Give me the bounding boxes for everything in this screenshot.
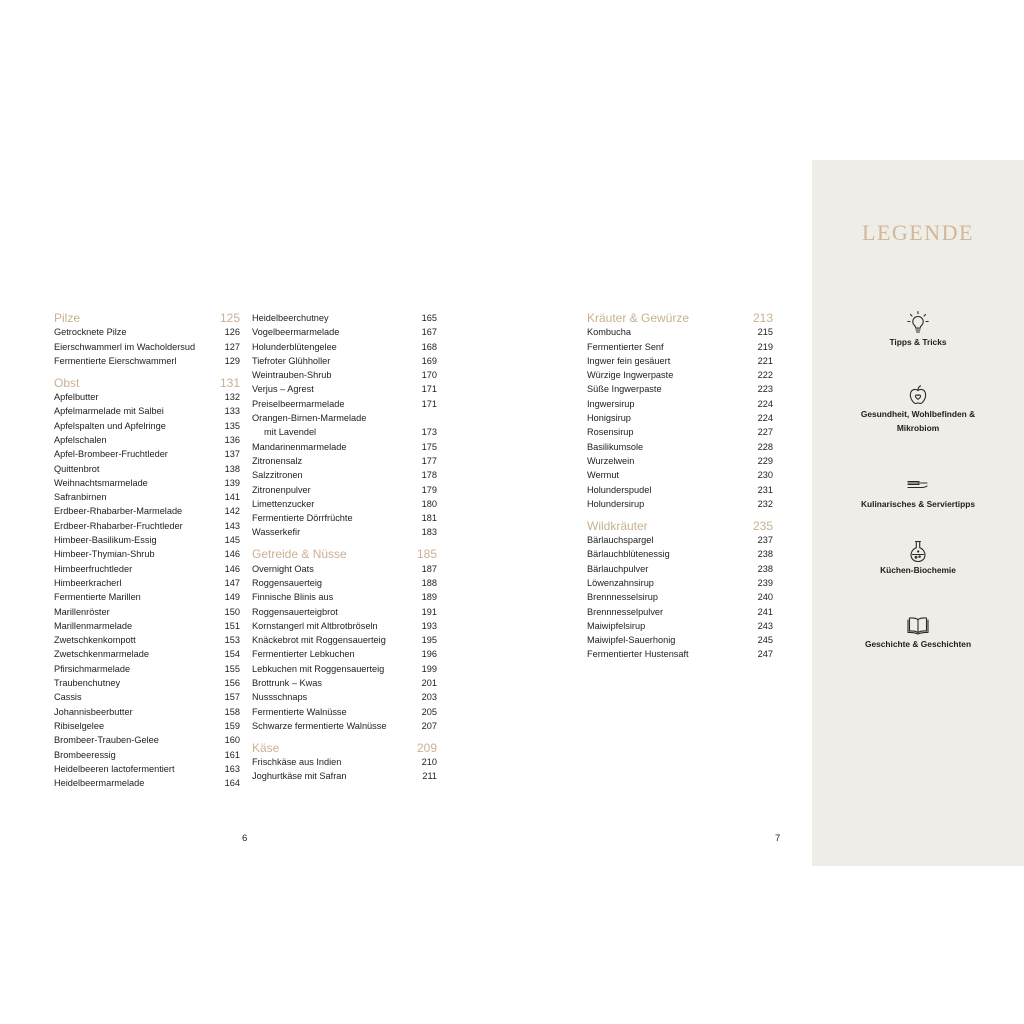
toc-entry-page: 229 bbox=[757, 455, 773, 466]
toc-entry bbox=[54, 633, 240, 647]
toc-entry-page: 125 bbox=[219, 311, 240, 325]
toc-entry-label: Wildkräuter bbox=[587, 518, 648, 533]
toc-entry bbox=[252, 769, 437, 783]
toc-entry bbox=[54, 519, 240, 533]
toc-entry-label: Bärlauchpulver bbox=[587, 563, 649, 574]
toc-entry-page: 195 bbox=[421, 635, 437, 646]
toc-entry-page: 180 bbox=[421, 498, 437, 509]
toc-entry bbox=[252, 440, 437, 454]
toc-entry bbox=[54, 590, 240, 604]
toc-entry-label: Overnight Oats bbox=[252, 563, 314, 574]
toc-entry bbox=[587, 497, 773, 511]
toc-entry bbox=[54, 390, 240, 404]
legend-label-biochem: Küchen-Biochemie bbox=[880, 565, 956, 575]
toc-entry bbox=[54, 576, 240, 590]
toc-entry-label: Brennnesselpulver bbox=[587, 606, 664, 617]
toc-entry-page: 135 bbox=[224, 420, 240, 431]
toc-entry-label: Marillenmarmelade bbox=[54, 620, 133, 631]
toc-entry-label: Zwetschkenkompott bbox=[54, 635, 136, 646]
toc-entry-page: 146 bbox=[224, 563, 240, 574]
toc-entry-label: Roggensauerteigbrot bbox=[252, 606, 338, 617]
toc-entry bbox=[587, 547, 773, 561]
toc-entry bbox=[54, 690, 240, 704]
toc-section-heading bbox=[54, 376, 240, 390]
toc-entry-page: 160 bbox=[224, 735, 240, 746]
toc-entry-label: mit Lavendel bbox=[264, 427, 317, 438]
legend-label-culinary: Kulinarisches & Serviertipps bbox=[860, 499, 976, 509]
toc-entry bbox=[54, 619, 240, 633]
toc-entry-label: Preiselbeermarmelade bbox=[252, 398, 345, 409]
toc-entry bbox=[587, 533, 773, 547]
toc-entry-label: Nussschnaps bbox=[252, 692, 308, 703]
toc-entry-page: 224 bbox=[757, 413, 773, 424]
toc-entry-label: Roggensauerteig bbox=[252, 577, 322, 588]
toc-entry-page: 131 bbox=[219, 375, 240, 390]
toc-entry-label: Wermut bbox=[587, 470, 619, 481]
toc-entry-label: Kornstangerl mit Altbrotbröseln bbox=[252, 620, 378, 631]
toc-entry bbox=[252, 605, 437, 619]
toc-entry bbox=[54, 404, 240, 418]
toc-entry-page: 139 bbox=[224, 477, 240, 488]
legend-panel bbox=[812, 160, 1024, 866]
toc-entry-label: Holunderspudel bbox=[587, 484, 652, 495]
toc-entry-page: 145 bbox=[224, 535, 240, 546]
toc-entry-label: Cassis bbox=[54, 692, 82, 703]
toc-entry-page: 228 bbox=[757, 441, 773, 452]
toc-entry bbox=[252, 633, 437, 647]
toc-entry-label: Wasserkefir bbox=[252, 527, 301, 538]
toc-entry-label: Apfelmarmelade mit Salbei bbox=[54, 406, 164, 417]
toc-entry-page: 227 bbox=[757, 427, 773, 438]
toc-entry-page: 132 bbox=[224, 392, 240, 403]
toc-entry bbox=[54, 662, 240, 676]
toc-entry bbox=[54, 733, 240, 747]
toc-entry-page: 137 bbox=[224, 449, 240, 460]
toc-entry-label: Pfirsichmarmelade bbox=[54, 663, 131, 674]
flask-icon bbox=[812, 538, 1024, 564]
toc-entry-label: Joghurtkäse mit Safran bbox=[252, 771, 347, 782]
toc-entry-label: Finnische Blinis aus bbox=[252, 592, 334, 603]
toc-entry bbox=[252, 647, 437, 661]
toc-entry bbox=[252, 483, 437, 497]
toc-entry-label: Heidelbeermarmelade bbox=[54, 778, 145, 789]
toc-entry-page: 213 bbox=[752, 311, 773, 325]
toc-entry-page: 156 bbox=[224, 678, 240, 689]
toc-entry-page: 188 bbox=[421, 577, 437, 588]
toc-entry-label: Vogelbeermarmelade bbox=[252, 327, 340, 338]
toc-entry-page: 141 bbox=[224, 492, 240, 503]
toc-entry-page: 163 bbox=[224, 763, 240, 774]
toc-entry bbox=[252, 411, 437, 425]
toc-entry bbox=[587, 425, 773, 439]
toc-entry-label: Heidelbeerchutney bbox=[252, 313, 329, 323]
toc-entry bbox=[252, 719, 437, 733]
legend-label-health-2: Mikrobiom bbox=[896, 422, 940, 433]
toc-entry bbox=[587, 576, 773, 590]
toc-entry bbox=[587, 619, 773, 633]
toc-entry-label: Fermentierter Senf bbox=[587, 341, 664, 352]
toc-entry-page: 215 bbox=[757, 327, 773, 338]
toc-entry-label: Salzzitronen bbox=[252, 470, 303, 481]
toc-entry-page: 133 bbox=[224, 406, 240, 417]
toc-entry bbox=[252, 619, 437, 633]
toc-gap bbox=[252, 540, 437, 548]
toc-entry-label: Mandarinenmarmelade bbox=[252, 441, 347, 452]
toc-entry-label: Marillenröster bbox=[54, 606, 110, 617]
toc-entry bbox=[587, 468, 773, 482]
toc-entry bbox=[252, 497, 437, 511]
toc-entry-page: 142 bbox=[224, 506, 240, 517]
legend-item-health bbox=[812, 382, 1024, 435]
toc-entry bbox=[587, 368, 773, 382]
toc-gap bbox=[54, 368, 240, 376]
toc-entry bbox=[587, 354, 773, 368]
toc-entry-page: 203 bbox=[421, 692, 437, 703]
toc-entry-page: 193 bbox=[421, 620, 437, 631]
legend-label-tips: Tipps & Tricks bbox=[889, 337, 947, 347]
toc-entry-label: Zwetschkenmarmelade bbox=[54, 649, 149, 660]
toc-entry-page: 147 bbox=[224, 577, 240, 588]
toc-column-2 bbox=[252, 311, 437, 784]
toc-entry-page: 143 bbox=[224, 520, 240, 531]
toc-entry-page: 181 bbox=[421, 513, 437, 524]
toc-entry bbox=[252, 590, 437, 604]
toc-entry-label: Limettenzucker bbox=[252, 498, 315, 509]
toc-entry-page: 205 bbox=[421, 706, 437, 717]
toc-entry-page: 179 bbox=[421, 484, 437, 495]
toc-entry-label: Verjus – Agrest bbox=[252, 384, 314, 395]
toc-entry bbox=[54, 562, 240, 576]
toc-section-heading bbox=[252, 741, 437, 755]
toc-entry-label: Fermentierte Walnüsse bbox=[252, 706, 347, 717]
toc-entry-page: 158 bbox=[224, 706, 240, 717]
toc-entry bbox=[54, 476, 240, 490]
legend-title: LEGENDE bbox=[862, 220, 974, 245]
toc-entry-label: Heidelbeeren lactofermentiert bbox=[54, 763, 175, 774]
toc-entry-label: Frischkäse aus Indien bbox=[252, 757, 342, 768]
toc-entry bbox=[252, 311, 437, 325]
toc-entry-label: Bärlauchblütenessig bbox=[587, 549, 670, 560]
lightbulb-icon bbox=[812, 310, 1024, 336]
toc-entry-page: 171 bbox=[421, 398, 437, 409]
toc-entry-page: 171 bbox=[421, 384, 437, 395]
toc-entry bbox=[54, 705, 240, 719]
toc-entry-page: 210 bbox=[421, 757, 437, 768]
toc-entry-label: Johannisbeerbutter bbox=[54, 706, 133, 717]
toc-entry bbox=[252, 382, 437, 396]
toc-entry-page: 199 bbox=[421, 663, 437, 674]
toc-entry-page: 168 bbox=[421, 341, 437, 352]
toc-entry-page: 209 bbox=[416, 740, 437, 755]
toc-entry-page: 154 bbox=[224, 649, 240, 660]
toc-entry-page: 235 bbox=[752, 518, 773, 533]
toc-section-heading bbox=[54, 311, 240, 325]
toc-entry-label: Ribiselgelee bbox=[54, 720, 105, 731]
toc-entry-label: Knäckebrot mit Roggensauerteig bbox=[252, 635, 386, 646]
toc-entry-label: Weintrauben-Shrub bbox=[252, 370, 332, 381]
toc-entry-label: Erdbeer-Rhabarber-Fruchtleder bbox=[54, 520, 183, 531]
toc-entry-page: 155 bbox=[224, 663, 240, 674]
toc-entry bbox=[252, 511, 437, 525]
toc-entry bbox=[587, 340, 773, 354]
toc-entry bbox=[587, 590, 773, 604]
toc-entry-label: Apfelbutter bbox=[54, 392, 99, 403]
toc-entry-label: Holundersirup bbox=[587, 498, 645, 509]
toc-entry-label: Käse bbox=[252, 740, 280, 755]
toc-entry bbox=[587, 647, 773, 661]
toc-entry-label: Schwarze fermentierte Walnüsse bbox=[252, 720, 387, 731]
toc-entry-page: 185 bbox=[416, 547, 437, 562]
toc-entry bbox=[587, 382, 773, 396]
toc-entry bbox=[252, 576, 437, 590]
page-number-left: 6 bbox=[242, 833, 248, 844]
toc-entry-label: Orangen-Birnen-Marmelade bbox=[252, 413, 367, 424]
toc-entry-page: 224 bbox=[757, 398, 773, 409]
toc-gap bbox=[252, 733, 437, 741]
toc-entry bbox=[587, 605, 773, 619]
toc-entry bbox=[54, 776, 240, 790]
toc-entry-page: 232 bbox=[757, 498, 773, 509]
toc-entry-label: Apfel-Brombeer-Fruchtleder bbox=[54, 449, 168, 460]
toc-entry-page: 207 bbox=[421, 720, 437, 731]
toc-entry-page: 169 bbox=[421, 355, 437, 366]
toc-entry-page: 189 bbox=[421, 592, 437, 603]
toc-entry-page: 201 bbox=[421, 678, 437, 689]
toc-entry-label: Kombucha bbox=[587, 327, 631, 338]
toc-entry-page: 187 bbox=[421, 563, 437, 574]
toc-column-3 bbox=[587, 311, 773, 662]
legend-label-health-1: Gesundheit, Wohlbefinden & bbox=[860, 409, 976, 419]
toc-entry-page: 223 bbox=[757, 384, 773, 395]
toc-entry-label: Rosensirup bbox=[587, 427, 634, 438]
toc-entry-page: 136 bbox=[224, 434, 240, 445]
toc-entry-page: 153 bbox=[224, 635, 240, 646]
toc-entry bbox=[587, 397, 773, 411]
toc-entry bbox=[587, 440, 773, 454]
toc-entry-label: Holunderblütengelee bbox=[252, 341, 337, 352]
toc-section-heading bbox=[252, 547, 437, 561]
toc-entry-page: 221 bbox=[757, 355, 773, 366]
toc-gap bbox=[587, 511, 773, 519]
toc-entry-label: Ingwersirup bbox=[587, 398, 635, 409]
toc-entry-page: 173 bbox=[421, 427, 437, 438]
toc-entry-label: Fermentierter Hustensaft bbox=[587, 649, 689, 660]
toc-entry bbox=[54, 325, 240, 339]
toc-entry-page: 178 bbox=[421, 470, 437, 481]
toc-section-heading bbox=[587, 311, 773, 325]
toc-entry-page: 165 bbox=[421, 313, 437, 323]
toc-entry-page: 219 bbox=[757, 341, 773, 352]
toc-entry-label: Fermentierte Eierschwammerl bbox=[54, 355, 177, 366]
toc-entry-page: 238 bbox=[757, 563, 773, 574]
toc-entry-label: Brennnesselsirup bbox=[587, 592, 658, 603]
toc-entry-label: Tiefroter Glühholler bbox=[252, 355, 331, 366]
toc-entry-label: Zitronenpulver bbox=[252, 484, 311, 495]
toc-entry bbox=[252, 354, 437, 368]
toc-entry-page: 247 bbox=[757, 649, 773, 660]
toc-entry bbox=[54, 533, 240, 547]
toc-entry-page: 222 bbox=[757, 370, 773, 381]
toc-entry-label: Löwenzahnsirup bbox=[587, 577, 654, 588]
toc-entry bbox=[54, 547, 240, 561]
toc-entry bbox=[54, 340, 240, 354]
toc-entry-label: Lebkuchen mit Roggensauerteig bbox=[252, 663, 385, 674]
legend-item-culinary bbox=[812, 472, 1024, 512]
toc-entry bbox=[252, 468, 437, 482]
toc-entry-page: 196 bbox=[421, 649, 437, 660]
toc-entry-label: Apfelschalen bbox=[54, 434, 107, 445]
toc-entry bbox=[587, 325, 773, 339]
toc-entry-label: Himbeer-Basilikum-Essig bbox=[54, 535, 157, 546]
legend-label-history: Geschichte & Geschichten bbox=[864, 639, 972, 649]
toc-entry-label: Ingwer fein gesäuert bbox=[587, 355, 671, 366]
toc-entry-label: Zitronensalz bbox=[252, 455, 303, 466]
toc-entry bbox=[252, 755, 437, 769]
toc-section-heading bbox=[587, 519, 773, 533]
toc-entry bbox=[252, 397, 437, 411]
toc-entry-label: Apfelspalten und Apfelringe bbox=[54, 420, 166, 431]
page-number-right: 7 bbox=[775, 833, 781, 844]
toc-entry-page: 211 bbox=[422, 771, 437, 782]
toc-entry-page: 129 bbox=[224, 355, 240, 366]
toc-entry-label: Würzige Ingwerpaste bbox=[587, 370, 674, 381]
toc-entry bbox=[54, 719, 240, 733]
toc-entry-page: 170 bbox=[421, 370, 437, 381]
toc-entry-page: 177 bbox=[421, 455, 437, 466]
toc-entry-label: Getreide & Nüsse bbox=[252, 547, 347, 562]
toc-entry-label: Himbeerfruchtleder bbox=[54, 563, 133, 574]
toc-entry bbox=[252, 690, 437, 704]
toc-entry bbox=[587, 562, 773, 576]
toc-entry-label: Himbeer-Thymian-Shrub bbox=[54, 549, 155, 560]
toc-entry-page: 240 bbox=[757, 592, 773, 603]
legend-item-biochem bbox=[812, 538, 1024, 578]
toc-entry-page: 238 bbox=[757, 549, 773, 560]
toc-entry-page: 164 bbox=[224, 778, 240, 789]
toc-entry-page: 231 bbox=[757, 484, 773, 495]
toc-entry-page: 151 bbox=[224, 620, 240, 631]
toc-entry-label: Bärlauchspargel bbox=[587, 535, 654, 546]
toc-entry-page: 245 bbox=[757, 635, 773, 646]
toc-entry-page: 127 bbox=[224, 341, 240, 352]
toc-entry-label: Himbeerkracherl bbox=[54, 577, 122, 588]
toc-entry bbox=[252, 662, 437, 676]
toc-entry bbox=[252, 676, 437, 690]
toc-entry-page: 159 bbox=[224, 720, 240, 731]
toc-entry-label: Weihnachtsmarmelade bbox=[54, 477, 148, 488]
toc-entry-label: Quittenbrot bbox=[54, 463, 100, 474]
toc-entry-page: 146 bbox=[224, 549, 240, 560]
toc-entry bbox=[54, 676, 240, 690]
toc-entry-page: 191 bbox=[421, 606, 437, 617]
toc-entry-page: 161 bbox=[224, 749, 240, 760]
legend-item-history bbox=[812, 612, 1024, 652]
toc-entry-page: 150 bbox=[224, 606, 240, 617]
cutlery-icon bbox=[812, 472, 1024, 498]
toc-entry-label: Pilze bbox=[54, 311, 81, 325]
toc-entry-page: 237 bbox=[757, 535, 773, 546]
toc-entry bbox=[54, 419, 240, 433]
toc-entry-page: 157 bbox=[224, 692, 240, 703]
toc-entry-page: 138 bbox=[224, 463, 240, 474]
toc-entry bbox=[252, 325, 437, 339]
toc-entry-page: 243 bbox=[757, 620, 773, 631]
toc-entry bbox=[587, 454, 773, 468]
toc-entry bbox=[54, 762, 240, 776]
toc-entry bbox=[54, 748, 240, 762]
toc-entry-page: 126 bbox=[224, 327, 240, 338]
toc-entry-label: Getrocknete Pilze bbox=[54, 327, 127, 338]
toc-entry bbox=[252, 340, 437, 354]
toc-column-1 bbox=[54, 311, 240, 790]
toc-entry-page: 167 bbox=[421, 327, 437, 338]
toc-entry bbox=[252, 454, 437, 468]
toc-entry-label: Fermentierter Lebkuchen bbox=[252, 649, 355, 660]
toc-entry bbox=[587, 633, 773, 647]
toc-entry bbox=[587, 483, 773, 497]
apple-heart-icon bbox=[812, 382, 1024, 408]
toc-entry-label: Süße Ingwerpaste bbox=[587, 384, 662, 395]
toc-entry-page: 239 bbox=[757, 577, 773, 588]
toc-entry bbox=[252, 705, 437, 719]
toc-entry bbox=[54, 462, 240, 476]
toc-entry-page: 241 bbox=[757, 606, 773, 617]
toc-entry bbox=[252, 525, 437, 539]
toc-entry-label: Brombeer-Trauben-Gelee bbox=[54, 735, 159, 746]
toc-entry bbox=[54, 433, 240, 447]
toc-entry-page: 175 bbox=[421, 441, 437, 452]
toc-entry-page: 149 bbox=[224, 592, 240, 603]
toc-entry-label: Maiwipfel-Sauerhonig bbox=[587, 635, 676, 646]
toc-entry bbox=[54, 354, 240, 368]
toc-entry-label: Fermentierte Marillen bbox=[54, 592, 141, 603]
toc-entry-label: Brottrunk – Kwas bbox=[252, 678, 322, 689]
toc-entry bbox=[54, 504, 240, 518]
toc-entry-label: Maiwipfelsirup bbox=[587, 620, 646, 631]
toc-entry bbox=[54, 490, 240, 504]
legend-item-tips bbox=[812, 310, 1024, 350]
toc-entry bbox=[252, 368, 437, 382]
toc-entry-label: Brombeeressig bbox=[54, 749, 116, 760]
toc-entry-label: Fermentierte Dörrfrüchte bbox=[252, 513, 353, 524]
book-icon bbox=[812, 612, 1024, 638]
toc-entry-page: 183 bbox=[421, 527, 437, 538]
toc-entry bbox=[252, 562, 437, 576]
toc-entry-label: Eierschwammerl im Wacholdersud bbox=[54, 341, 196, 352]
toc-entry bbox=[54, 605, 240, 619]
toc-entry-label: Obst bbox=[54, 375, 80, 390]
toc-entry-label: Erdbeer-Rhabarber-Marmelade bbox=[54, 506, 183, 517]
toc-entry-label: Basilikumsole bbox=[587, 441, 644, 452]
toc-entry-label: Wurzelwein bbox=[587, 455, 635, 466]
toc-entry bbox=[252, 425, 437, 439]
toc-entry-label: Safranbirnen bbox=[54, 492, 107, 503]
toc-entry bbox=[587, 411, 773, 425]
toc-entry-label: Traubenchutney bbox=[54, 678, 121, 689]
toc-entry bbox=[54, 447, 240, 461]
toc-entry bbox=[54, 647, 240, 661]
toc-entry-page: 230 bbox=[757, 470, 773, 481]
toc-entry-label: Kräuter & Gewürze bbox=[587, 311, 690, 325]
toc-entry-label: Honigsirup bbox=[587, 413, 631, 424]
